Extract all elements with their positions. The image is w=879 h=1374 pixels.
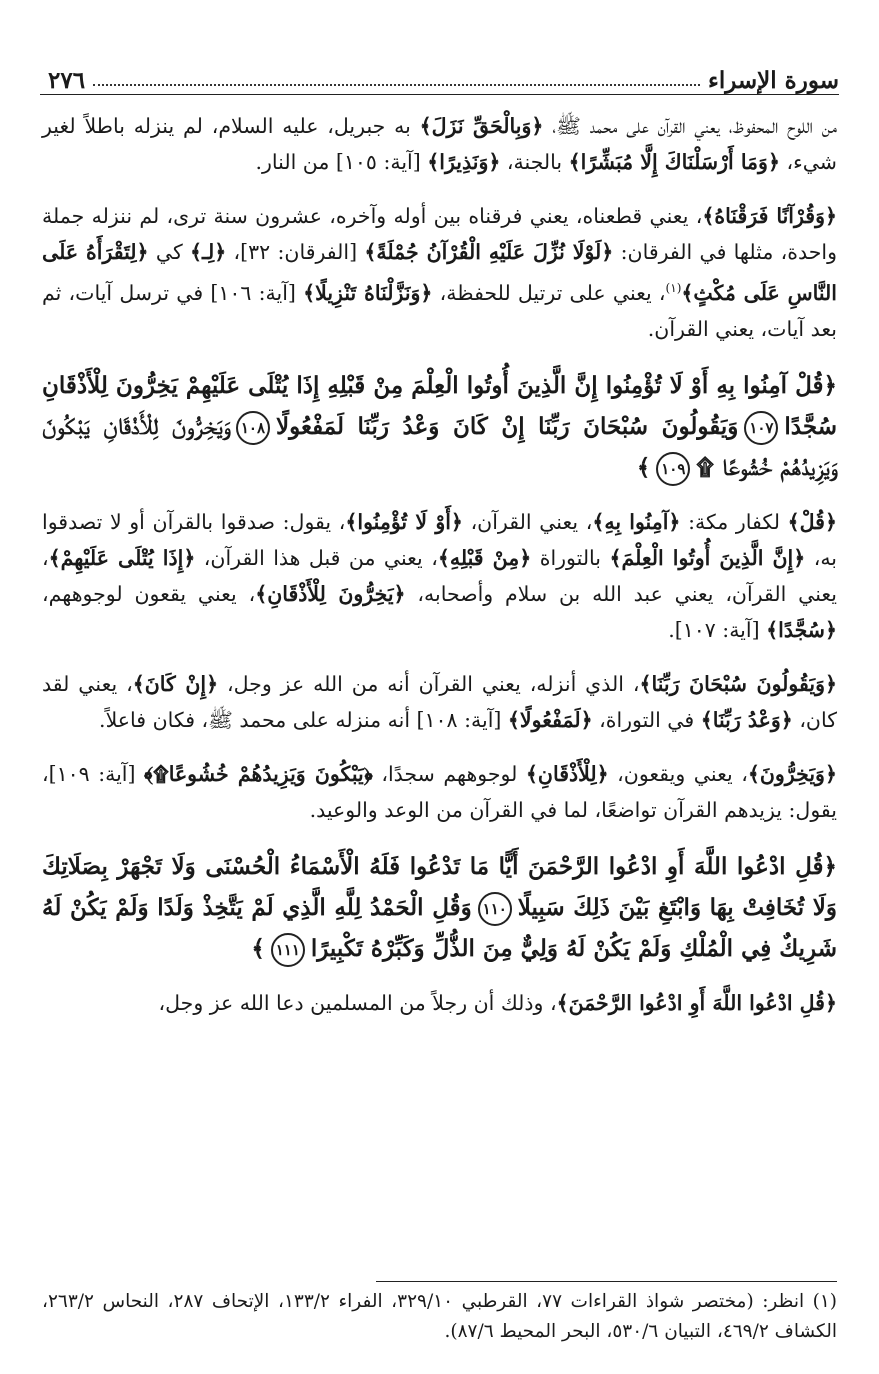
footnote-separator: [376, 1281, 837, 1282]
page-header: [40, 58, 839, 95]
verse-text: وَيَخِرُّونَ لِلْأَذْقَانِ يَبْكُونَ وَيَزِيدُهُمْ خُشُوعًا ۩: [42, 412, 837, 481]
verse-text: وَيَقُولُونَ سُبْحَانَ رَبِّنَا إِنْ كَانَ وَعْدُ رَبِّنَا لَمَفْعُولًا: [275, 412, 739, 440]
text: ، يعني لقد كان،: [42, 671, 837, 732]
quran-quote: ﴿لِـ﴾: [189, 240, 227, 264]
verse-number-medallion: ١١١: [271, 933, 305, 967]
text: ، يعني قطعناه، يعني فرقناه بين أوله وآخره، عشرون سنة ترى، لم ننزله جملة واحدة، مثلها في الفرقان:: [42, 204, 837, 264]
verse-text: قُلِ ادْعُوا اللَّهَ أَوِ ادْعُوا الرَّحْمَنَ أَيًّا مَا تَدْعُوا فَلَهُ الْأَسْمَاءُ الْحُسْنَى وَلَا تَجْهَرْ بِصَلَاتِكَ وَلَا تُخَافِتْ بِهَا وَابْتَغِ بَيْنَ ذَلِكَ سَبِيلًا: [42, 852, 838, 921]
quran-quote: ﴿وَيَخِرُّونَ﴾: [747, 761, 837, 786]
text: ، يقول: صدقوا بالقرآن أو لا تصدقوا به،: [42, 509, 838, 570]
text: لوجوههم سجدًا،: [372, 761, 526, 786]
quran-quote: ﴿إِنْ كَانَ﴾: [132, 671, 219, 696]
text: لكفار مكة:: [680, 509, 788, 534]
paragraph-110: [42, 985, 837, 1021]
quran-quote: ﴿يَبْكُونَ وَيَزِيدُهُمْ خُشُوعًا۩﴾: [144, 761, 373, 786]
quran-quote: ﴿قُلِ ادْعُوا اللَّهَ أَوِ ادْعُوا الرَّحْمَنَ﴾: [556, 990, 837, 1015]
quran-quote: ﴿وَعْدُ رَبِّنَا﴾: [700, 707, 793, 732]
quran-quote: ﴿يَخِرُّونَ لِلْأَذْقَانِ﴾: [255, 581, 406, 606]
verse-text: قُلْ آمِنُوا بِهِ أَوْ لَا تُؤْمِنُوا إِنَّ الَّذِينَ أُوتُوا الْعِلْمَ مِنْ قَبْلِهِ إِذَا يُتْلَى عَلَيْهِمْ يَخِرُّونَ لِلْأَذْقَانِ سُجَّدًا: [42, 371, 837, 440]
quran-quote: ﴿وَبِالْحَقِّ نَزَلَ﴾: [419, 114, 544, 138]
verse-number-medallion: ١١٠: [478, 892, 512, 926]
quran-quote: ﴿لَوْلَا نُزِّلَ عَلَيْهِ الْقُرْآنُ جُمْلَةً﴾: [364, 240, 614, 264]
paragraph-105: [42, 108, 837, 180]
quran-quote: ﴿مِنْ قَبْلِهِ﴾: [437, 545, 532, 570]
text: [آية: ١٠٥] من النار.: [255, 150, 428, 174]
page-body: [42, 108, 837, 1039]
paragraph-106: [42, 198, 837, 347]
verse-block-110-111: [42, 846, 837, 969]
verse-number-medallion: ١٠٩: [656, 452, 690, 486]
verse-number-medallion: ١٠٧: [744, 411, 778, 445]
verse-number-medallion: ١٠٨: [236, 411, 270, 445]
surah-title: سورة الإسراء: [708, 67, 839, 94]
text: ، يعني يقعون لوجوههم،: [42, 581, 256, 606]
text: ، يعني القرآن،: [462, 509, 593, 534]
text: [آية: ١٠٨] أنه منزله على محمد ﷺ، فكان فاعلاً.: [99, 707, 508, 732]
ornate-bracket: ﴾: [636, 453, 651, 481]
text: في التوراة،: [592, 707, 701, 732]
text: ، يعني من قبل هذا القرآن،: [195, 545, 438, 570]
quran-quote: ﴿آمِنُوا بِهِ﴾: [592, 509, 681, 534]
quran-quote: ﴿قُلْ﴾: [787, 509, 837, 534]
quran-quote: ﴿وَنَذِيرًا﴾: [427, 150, 501, 174]
footnote: (١) انظر: (مختصر شواذ القراءات ٧٧، القرطبي ٣٢٩/١٠، الفراء ١٣٣/٢، الإتحاف ٢٨٧، النحاس ٢٦٣/٢، الكشاف ٤٦٩/٢، التبيان ٥٣٠/٦، البحر المحيط ٨٧/٦).: [42, 1291, 837, 1342]
ornate-bracket: ﴿: [823, 852, 837, 880]
text: كي: [148, 240, 190, 264]
verse-text: وَقُلِ الْحَمْدُ لِلَّهِ الَّذِي لَمْ يَتَّخِذْ وَلَدًا وَلَمْ يَكُنْ لَهُ شَرِيكٌ فِي الْمُلْكِ وَلَمْ يَكُنْ لَهُ وَلِيٌّ مِنَ الذُّلِّ وَكَبِّرْهُ تَكْبِيرًا: [42, 893, 837, 962]
paragraph-108: [42, 666, 837, 738]
header-dots: [93, 84, 700, 86]
text: [الفرقان: ٣٢]،: [226, 240, 365, 264]
quran-quote: ﴿وَقُرْآنًا فَرَقْنَاهُ﴾: [702, 204, 837, 228]
quran-quote: ﴿وَمَا أَرْسَلْنَاكَ إِلَّا مُبَشِّرًا﴾: [568, 150, 780, 174]
text: ، وذلك أن رجلاً من المسلمين دعا الله عز وجل،: [158, 990, 557, 1015]
text: بالجنة،: [500, 150, 569, 174]
text: به جبريل، عليه السلام، لم ينزله باطلاً لغير شيء،: [42, 114, 837, 174]
text: بالتوراة: [531, 545, 610, 570]
quran-quote: ﴿لِلْأَذْقَانِ﴾: [525, 761, 609, 786]
text: [آية: ١٠٩]، يقول: يزيدهم القرآن تواضعًا، لما في القرآن من الوعد والوعيد.: [42, 761, 837, 822]
text: [آية: ١٠٧].: [668, 617, 767, 642]
text: ، يعني على ترتيل للحفظة،: [432, 280, 666, 305]
quran-quote: ﴿وَنَزَّلْنَاهُ تَنْزِيلًا﴾: [303, 280, 433, 305]
verse-block-107-109: [42, 365, 837, 488]
text: من اللوح المحفوظ، يعني القرآن على محمد ﷺ،: [543, 114, 837, 138]
text: ، يعني القرآن، يعني عبد الله بن سلام وأصحابه،: [42, 545, 837, 606]
paragraph-109: [42, 756, 837, 828]
footnote-marker[interactable]: (١): [665, 281, 682, 295]
quran-quote: ﴿لَمَفْعُولًا﴾: [507, 707, 593, 732]
page-number: ٢٧٦: [48, 67, 86, 94]
quran-quote: ﴿وَيَقُولُونَ سُبْحَانَ رَبِّنَا﴾: [639, 671, 837, 696]
text: ، الذي أنزله، يعني القرآن أنه من الله عز وجل،: [218, 671, 640, 696]
quran-quote: ﴿إِذَا يُتْلَى عَلَيْهِمْ﴾: [48, 545, 196, 570]
text: [آية: ١٠٦] في ترسل آيات، ثم بعد آيات، يعني القرآن.: [42, 280, 837, 341]
quran-quote: ﴿أَوْ لَا تُؤْمِنُوا﴾: [345, 509, 463, 534]
paragraph-107: [42, 504, 837, 648]
quran-quote: ﴿إِنَّ الَّذِينَ أُوتُوا الْعِلْمَ﴾: [609, 545, 806, 570]
ornate-bracket: ﴾: [251, 934, 265, 962]
quran-quote: ﴿لِتَقْرَأَهُ عَلَى النَّاسِ عَلَى مُكْثٍ﴾: [42, 240, 837, 305]
quran-quote: ﴿سُجَّدًا﴾: [766, 617, 837, 642]
ornate-bracket: ﴿: [823, 371, 837, 399]
text: ، يعني ويقعون،: [608, 761, 748, 786]
